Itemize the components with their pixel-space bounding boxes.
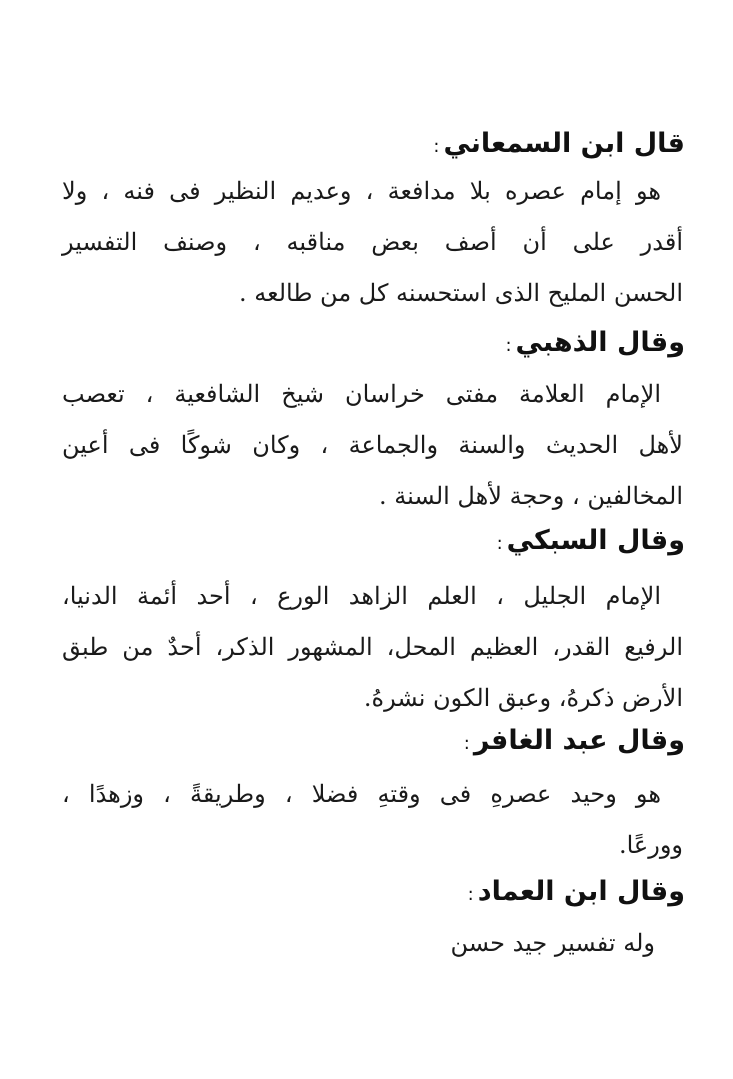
paragraph-al-dhahabi xyxy=(62,369,683,522)
paragraph-al-subki xyxy=(62,571,683,724)
paragraph-abd-al-ghafir xyxy=(62,769,683,871)
paragraph-line: الرفيع القدر، العظيم المحل، المشهور الذكر، أحدٌ من طبق xyxy=(62,633,683,661)
heading-ibn-al-imad xyxy=(468,872,685,915)
heading-colon: : xyxy=(505,335,512,356)
paragraph-line: هو وحيد عصرهِ فى وقتهِ فضلا ، وطريقةً ، وزهدًا ، xyxy=(62,780,661,808)
heading-colon: : xyxy=(463,733,470,754)
heading-al-dhahabi xyxy=(505,323,685,366)
paragraph-line: الأرض ذكرهُ، وعبق الكون نشرهُ. xyxy=(363,684,683,712)
heading-al-subki xyxy=(497,521,685,564)
heading-text: وقال ابن العماد xyxy=(477,876,685,907)
heading-colon: : xyxy=(433,136,440,157)
paragraph-line: المخالفين ، وحجة لأهل السنة . xyxy=(379,482,683,510)
paragraph-line: أقدر على أن أصف بعض مناقبه ، وصنف التفسير xyxy=(62,228,683,256)
heading-text: وقال السبكي xyxy=(506,525,685,556)
paragraph-line: الإمام الجليل ، العلم الزاهد الورع ، أحد أئمة الدنيا، xyxy=(62,582,661,610)
paragraph-line: هو إمام عصره بلا مدافعة ، وعديم النظير فى فنه ، ولا xyxy=(62,177,661,205)
heading-abd-al-ghafir xyxy=(464,721,685,764)
paragraph-line: وورعًا. xyxy=(618,831,683,859)
paragraph-ibn-al-samani xyxy=(62,166,683,319)
paragraph-line: لأهل الحديث والسنة والجماعة ، وكان شوكًا فى أعين xyxy=(62,431,683,459)
heading-ibn-al-samani xyxy=(433,124,685,167)
paragraph-line: وله تفسير جيد حسن xyxy=(450,929,655,957)
heading-text: وقال عبد الغافر xyxy=(473,725,685,756)
heading-colon: : xyxy=(496,533,503,554)
heading-colon: : xyxy=(467,884,474,905)
paragraph-line: الحسن المليح الذى استحسنه كل من طالعه . xyxy=(238,279,683,307)
heading-text: وقال الذهبي xyxy=(515,327,685,358)
paragraph-ibn-al-imad xyxy=(62,918,655,969)
paragraph-line: الإمام العلامة مفتى خراسان شيخ الشافعية ، تعصب xyxy=(62,380,661,408)
heading-text: قال ابن السمعاني xyxy=(443,128,685,159)
